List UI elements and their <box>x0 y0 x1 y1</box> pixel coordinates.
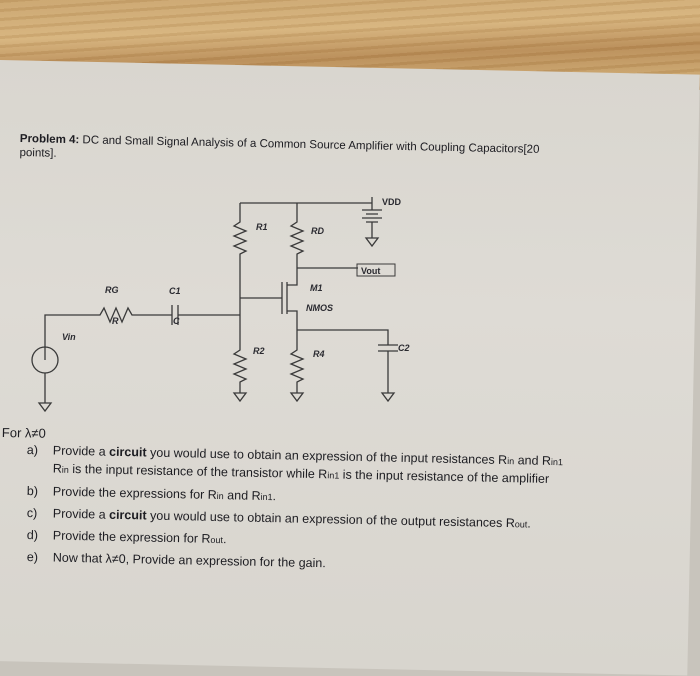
question-a-continuation: Rin is the input resistance of the transistor while Rin1 is the input resistance of the amplifier <box>52 461 550 486</box>
r1-resistor <box>234 203 246 340</box>
lambda-condition: For λ≠0 <box>1 425 46 441</box>
question-c: c) Provide a circuit you would use to obtain an expression of the output resistances Rout. <box>26 505 531 531</box>
mosfet-gate-plates <box>282 282 287 314</box>
c-label: C <box>173 316 180 326</box>
question-marker: d) <box>26 527 39 543</box>
r4-label: R4 <box>313 349 325 359</box>
vout-label: Vout <box>361 266 381 276</box>
emphasis-circuit: circuit <box>108 444 147 460</box>
r4-resistor <box>291 330 303 401</box>
question-marker <box>27 472 53 473</box>
vdd-ground <box>366 222 378 246</box>
vdd-label: VDD <box>382 197 402 207</box>
vdd-battery-plates <box>362 210 382 222</box>
m1-label: M1 <box>310 283 323 293</box>
mosfet-drain-source <box>287 282 297 330</box>
question-e: e) Now that λ≠0, Provide an expression for the gain. <box>26 549 326 571</box>
vin-label: Vin <box>62 332 76 342</box>
c2-capacitor <box>378 345 398 401</box>
vin-ground <box>39 373 51 411</box>
question-marker: a) <box>26 442 39 458</box>
question-marker: b) <box>26 483 39 499</box>
question-a: a) Provide a circuit you would use to obtain an expression of the input resistances Rin and Rin1 <box>26 442 564 468</box>
emphasis-circuit: circuit <box>108 507 147 523</box>
question-marker: e) <box>26 549 39 565</box>
nmos-label: NMOS <box>306 303 333 313</box>
question-b: b) Provide the expressions for Rin and Rin1. <box>26 483 277 504</box>
r2-label: R2 <box>253 346 265 356</box>
c1-label: C1 <box>169 286 181 296</box>
question-marker: c) <box>26 505 38 521</box>
problem-title-text: DC and Small Signal Analysis of a Common Source Amplifier with Coupling Capacitors[20 <box>82 134 540 156</box>
problem-label: Problem 4: <box>19 132 80 147</box>
source-wire <box>297 330 388 345</box>
rd-resistor <box>291 203 303 282</box>
rd-label: RD <box>311 226 324 236</box>
r1-label: R1 <box>256 222 268 232</box>
problem-title-cont: points]. <box>19 146 57 160</box>
rg-label: RG <box>105 285 119 295</box>
r-label: R <box>112 316 119 326</box>
r2-resistor <box>234 340 246 401</box>
c2-label: C2 <box>398 343 410 353</box>
question-d: d) Provide the expression for Rout. <box>26 527 227 547</box>
